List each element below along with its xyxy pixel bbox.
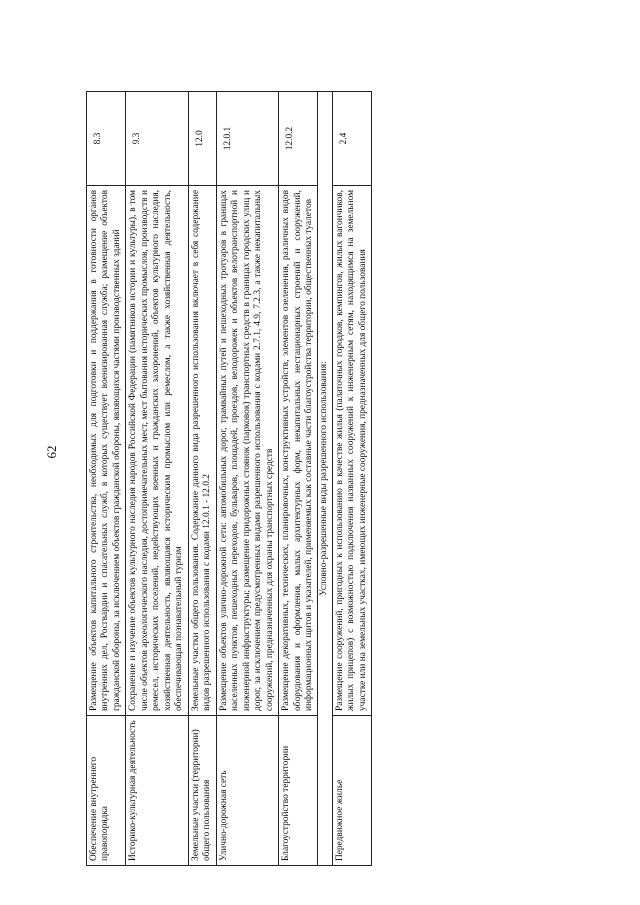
use-code: 12.0.1	[216, 92, 278, 186]
use-description: Размещение объектов улично-дорожной сети: автомобильных дорог, трамвайных путей и пешеходных тротуаров в границах населенных пунктов, пешеходных переходов, бульваров, площадей, проездов, велодорожек и объектов велотранспортной и инженерной инфраструктуры; размещение придорожных стоянок (парковок) транспортных средств в границах городских улиц и дорог, за исключением предусмотренных видами разрешенного использования с кодами 2.7.1, 4.9, 7.2.3, а также некапитальных сооружений, предназначенных для охраны транспортных средств	[216, 186, 278, 716]
use-description: Размещение сооружений, пригодных к использованию в качестве жилья (палаточных городков, кемпингов, жилых вагончиков, жилых прицепов) с возможностью подключения названных сооружений к инженерным сетям, находящимся на земельном участке или на земельных участках, имеющих инженерные сооружения, предназначенных для общего пользования	[332, 186, 371, 716]
use-name: Обеспечение внутреннего правопорядка	[87, 716, 126, 866]
use-name: Историко-культурная деятельность	[126, 716, 188, 866]
table-row	[126, 92, 188, 866]
table-row	[279, 92, 318, 866]
use-name: Земельные участки (территории) общего пользования	[188, 716, 216, 866]
use-description: Земельные участки общего пользования. Содержание данного вида разрешенного использования включает в себя содержание видов разрешенного использования с кодами 12.0.1 - 12.0.2	[188, 186, 216, 716]
use-name: Благоустройство территории	[279, 716, 318, 866]
use-code: 9.3	[126, 92, 188, 186]
use-code: 12.0.2	[279, 92, 318, 186]
table-row	[332, 92, 371, 866]
use-name: Передвижное жилье	[332, 716, 371, 866]
use-description: Размещение декоративных, технических, планировочных, конструктивных устройств, элементов озеленения, различных видов оборудования и оформления, малых архитектурных форм, некапитальных нестационарных строений и сооружений, информационных щитов и указателей, применяемых как составные части благоустройства территории, общественных туалетов	[279, 186, 318, 716]
use-code: 8.3	[87, 92, 126, 186]
use-code: 12.0	[188, 92, 216, 186]
table-row	[216, 92, 278, 866]
use-name: Улично-дорожная сеть	[216, 716, 278, 866]
use-code: 2.4	[332, 92, 371, 186]
section-title: Условно-разрешенные виды разрешенного использования:	[318, 92, 332, 866]
use-description: Размещение объектов капитального строительства, необходимых для подготовки и поддержания в готовности органов внутренних дел, Росгвардии и спасательных служб, в которых существует военизированная служба; размещение объектов гражданской обороны, за исключением объектов гражданской обороны, являющихся частями производственных зданий	[87, 186, 126, 716]
table-row	[87, 92, 126, 866]
table-row	[188, 92, 216, 866]
use-description: Сохранение и изучение объектов культурного наследия народов Российской Федерации (памятников истории и культуры), в том числе объектов археологического наследия, достопримечательных мест, мест бытования исторических промыслов, производств и ремесел, исторических поселений, недействующих военных и гражданских захоронений, объектов культурного наследия, хозяйственная деятельность, являющаяся историческим промыслом или ремеслом, а также хозяйственная деятельность, обеспечивающая познавательный туризм	[126, 186, 188, 716]
zoning-table	[86, 91, 372, 866]
section-header-row	[318, 92, 332, 866]
page-number: 62	[44, 445, 59, 459]
zoning-table-wrapper	[86, 92, 554, 866]
